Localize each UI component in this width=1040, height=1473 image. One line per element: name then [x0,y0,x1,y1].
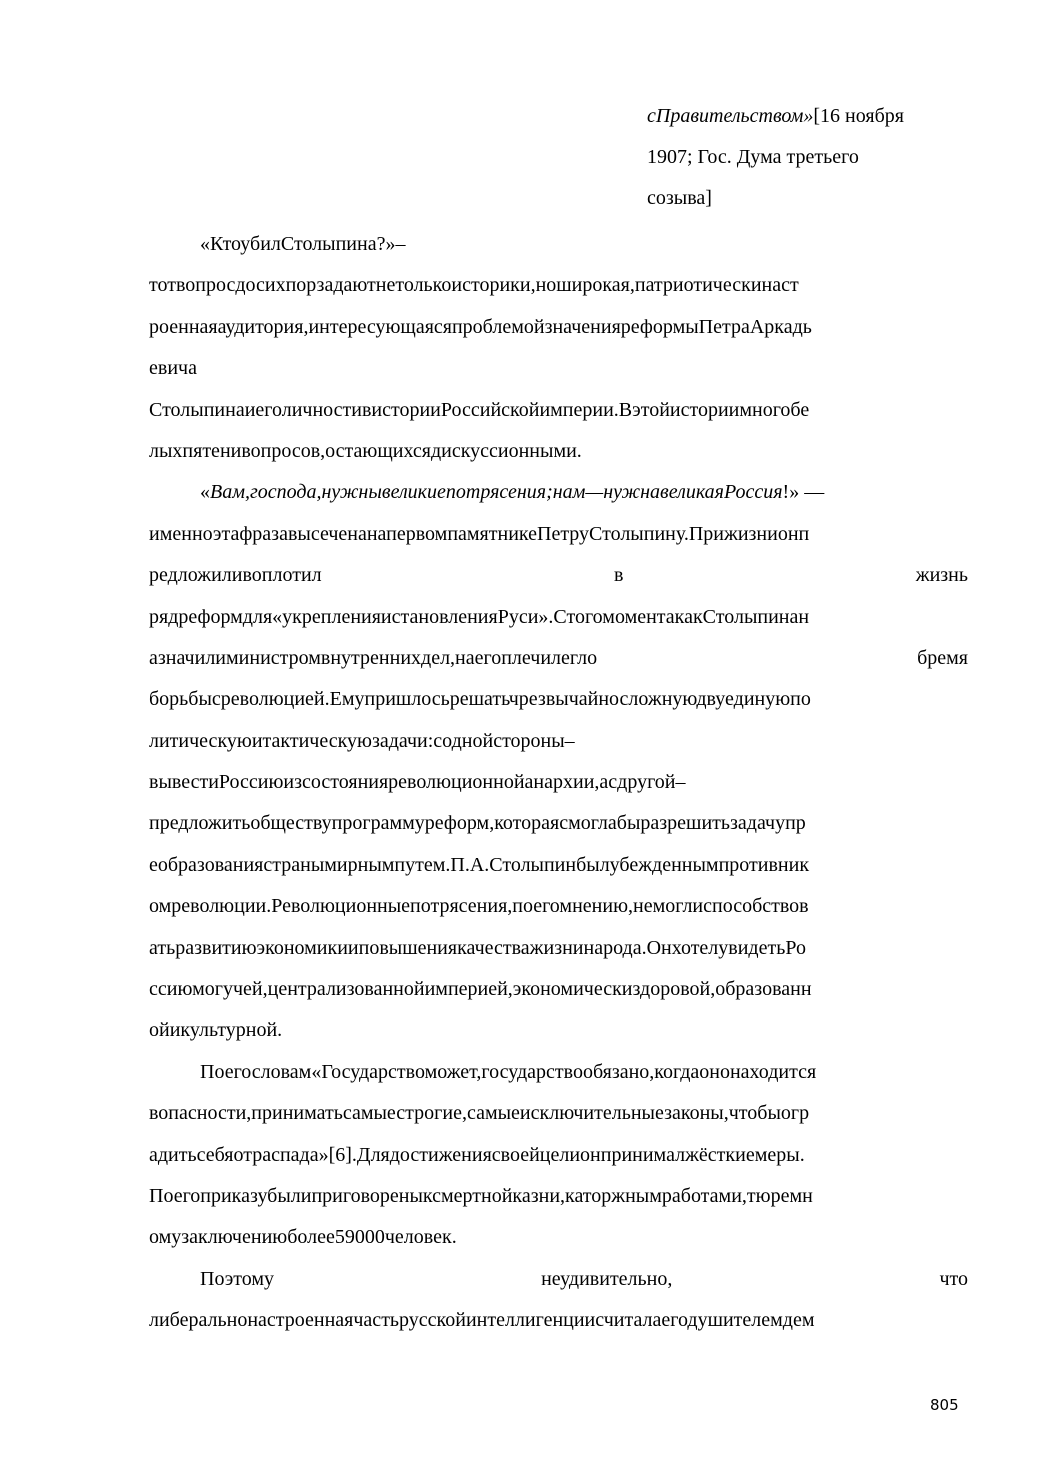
epigraph-date: [16 ноября [813,105,904,127]
text-line: вопасности,приниматьсамыестрогие,самыеисключительныезаконы,чтобыогр [149,1102,810,1125]
quote-close: !» — [782,481,825,504]
word: неудивительно, [541,1267,673,1290]
quote-line [149,472,968,513]
text-line-justified [149,1259,968,1300]
body-text [149,224,968,1342]
text-line: омреволюции.Революционныепотрясения,поегомнению,немоглиспособствов [149,895,809,918]
quote-italic: Вам,господа,нужнывеликиепотрясения;нам—нужнавеликаяРоссия [210,481,783,504]
text-line: рядреформдля«укрепленияистановленияРуси».СтогомоментакакСтолыпинан [149,605,810,628]
text-line: лыхпятенивопросов,остающихсядискуссионными. [149,439,582,462]
word: азначилиминистромвнутреннихдел,наегоплечилегло [149,646,598,669]
text-line-justified [149,555,968,596]
text-line: ссиюмогучей,централизованнойимперией,экономическиздоровой,образованн [149,978,812,1001]
word: жизнь [915,564,968,587]
epigraph-line-3: созыва] [647,187,712,209]
quote-open: « [200,481,210,504]
text-line: либеральнонастроеннаячастьрусскойинтеллигенциисчиталаегодушителемдем [149,1309,815,1332]
text-line: вывестиРоссиюизсостоянияреволюционнойанархии,асдругой– [149,771,686,794]
text-line: СтолыпинаиеголичностивисторииРоссийскойимперии.Вэтойисториимногобе [149,398,810,421]
text-line: омузаключениюболее59000человек. [149,1226,457,1249]
text-line: «КтоубилСтолыпина?»– [200,233,406,255]
epigraph [647,96,977,219]
text-line: роеннаяаудитория,интересующаясяпроблемойзначенияреформыПетраАркадь [149,315,812,338]
word: редложиливоплотил [149,564,322,587]
text-line: адитьсебяотраспада»[6].Длядостижениясвоейцелионпринималжёсткиемеры. [149,1143,805,1166]
word: Поэтому [200,1267,275,1290]
text-line: борьбысреволюцией.Емупришлосьрешатьчрезвычайносложнуюдвуединуюпо [149,688,811,711]
epigraph-line-1 [647,96,977,137]
text-line: тотвопросдосихпорзадаютнетолькоисторики,ноширокая,патриотическинаст [149,274,799,297]
text-line: евича [149,357,197,380]
text-line: литическуюитактическуюзадачи:соднойстороны– [149,729,575,752]
word: что [939,1267,968,1290]
epigraph-line-2: 1907; Гос. Дума третьего [647,146,859,168]
text-line: ойикультурной. [149,1019,283,1042]
page-number: 805 [930,1396,959,1414]
text-line-justified [149,638,968,679]
word: бремя [917,646,968,669]
text-line: Поегоприказубылиприговореныксмертнойказни,каторжнымработами,тюремн [149,1184,813,1207]
epigraph-italic: сПравительством» [647,105,814,127]
text-line: еобразованиястранымирнымпутем.П.А.Столыпинбылубежденнымпротивник [149,853,810,876]
word: в [613,564,624,587]
text-line: атьразвитиюэкономикииповышениякачестважизнинарода.ОнхотелувидетьРо [149,936,806,959]
text-line: Поегословам«Государствоможет,государствообязано,когдаононаходится [200,1060,817,1083]
text-line: предложитьобществупрограммуреформ,котораясмоглабыразрешитьзадачупр [149,812,806,835]
text-line: именноэтафразавысеченанапервомпамятникеПетруСтолыпину.Прижизнионп [149,522,810,545]
